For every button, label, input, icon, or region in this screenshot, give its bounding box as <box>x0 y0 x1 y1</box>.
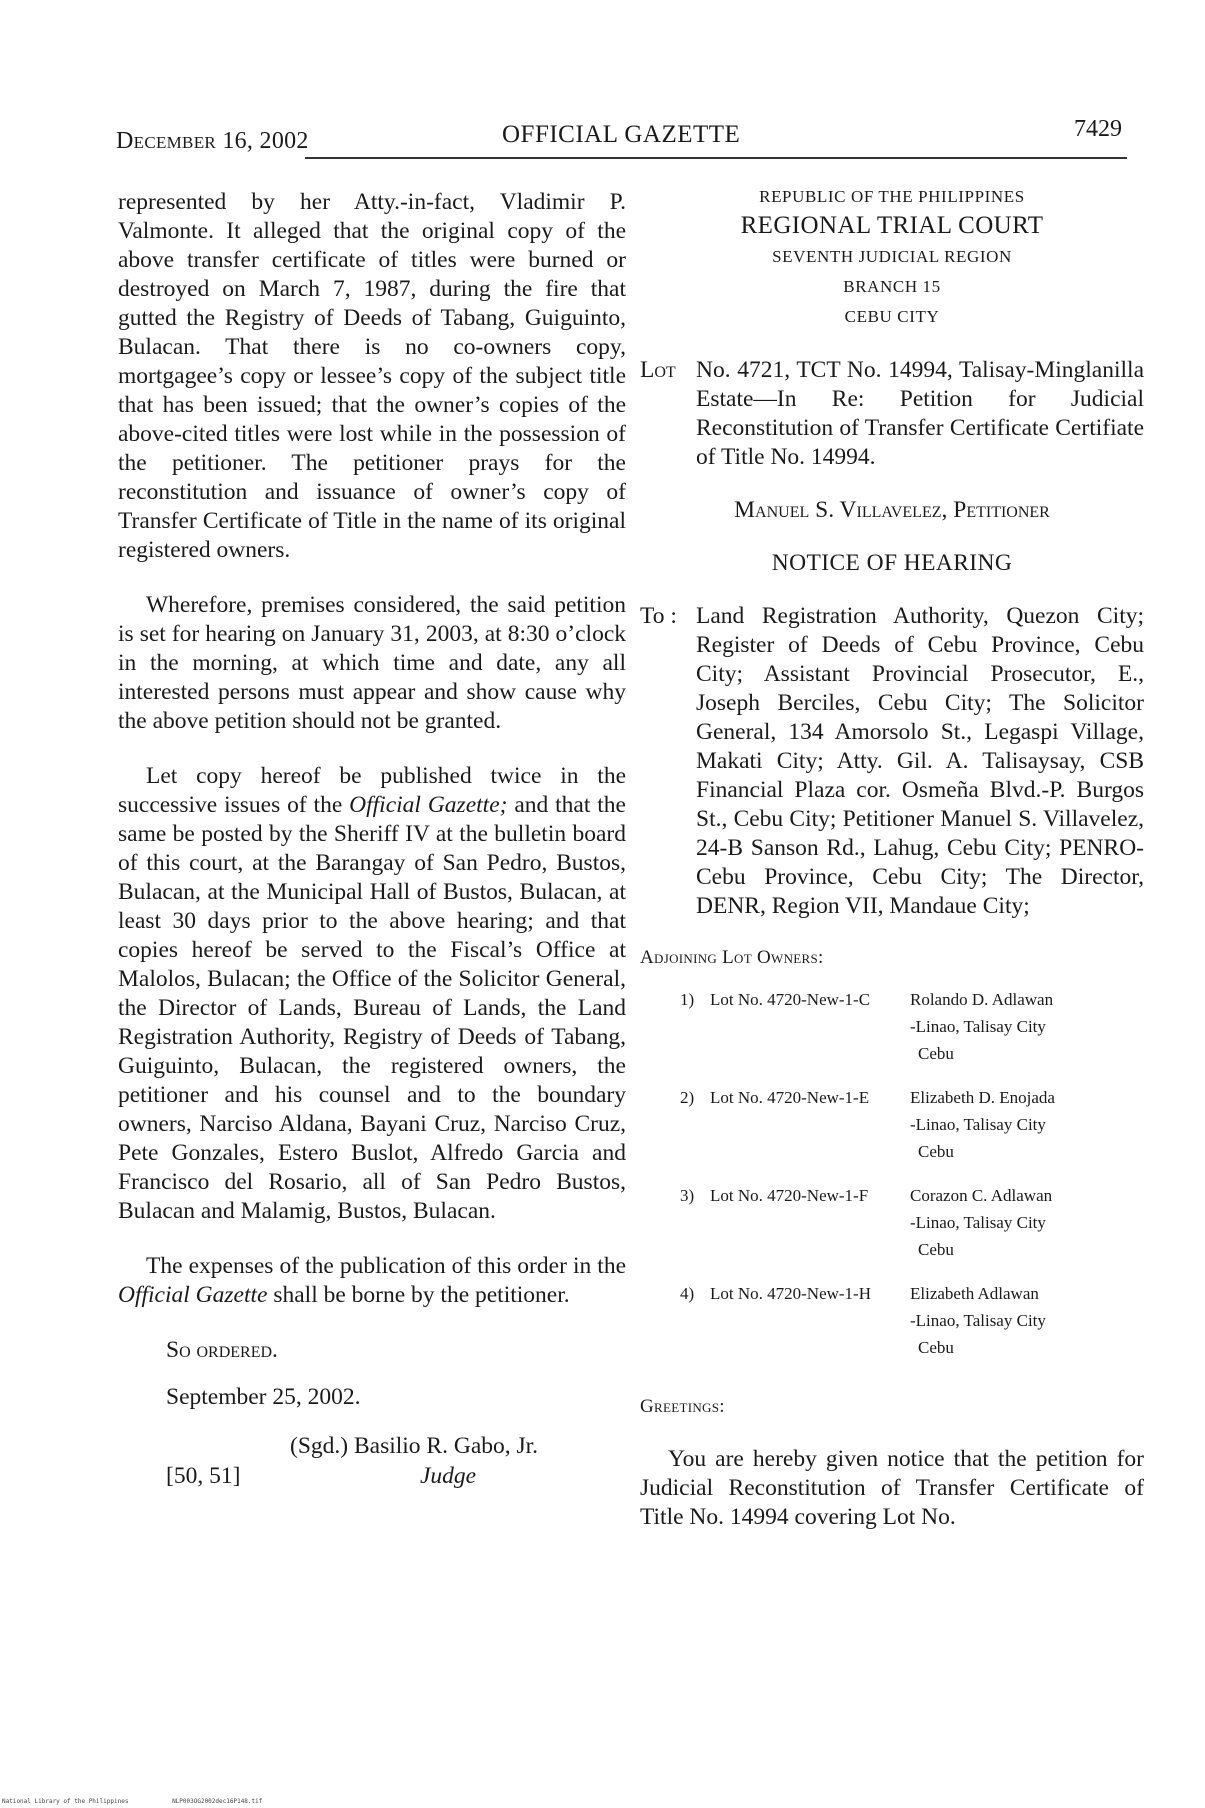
lot-description: Lot No. 4720-New-1-C <box>710 990 871 1009</box>
adjoining-owners-heading: Adjoining Lot Owners: <box>640 947 824 968</box>
scan-footer <box>2 1798 262 1805</box>
lot-description: Lot No. 4720-New-1-F <box>710 1186 869 1205</box>
court-region: SEVENTH JUDICIAL REGION <box>772 247 1012 266</box>
lot-number: 3) <box>680 1186 695 1205</box>
lot-owner: Corazon C. Adlawan <box>910 1186 1053 1205</box>
lot-address: -Linao, Talisay City <box>910 1311 1046 1330</box>
case-caption <box>640 356 1144 472</box>
paragraph-publication-text-b: and that the same be posted by the Sheriff IV at the bulletin board of this court, at the Barangay of San Pedro, Bustos, Bulacan, at the Municipal Hall of Bustos, Bulacan, at least 30 days prior to the above hearing; and that copies hereof be served to the Fiscal’s Office at Malolos, Bulacan; the Office of the Solicitor General, the Director of Lands, Bureau of Lands, the Land Registration Authority, Registry of Deeds of Tabang, Guiguinto, Bulacan, the registered owners, the petitioner and his counsel and to the boundary owners, Narciso Aldana, Bayani Cruz, Narciso Cruz, Pete Gonzales, Estero Buslot, Alfredo Garcia and Francisco del Rosario, all of San Pedro Bustos, Bulacan and Malamig, Bustos, Bulacan. <box>118 792 626 1224</box>
paragraph-continuation: represented by her Atty.-in-fact, Vladimir P. Valmonte. It alleged that the original copy of the above transfer certificate of titles were burned or destroyed on March 7, 1987, during the fire that gutted the Registry of Deeds of Tabang, Guiguinto, Bulacan. That there is no co-owners copy, mortgagee’s copy or lessee’s copy of the subject title that has been issued; that the owner’s copies of the above-cited titles were lost while in the possession of the petitioner. The petitioner prays for the reconstitution and issuance of owner’s copy of Transfer Certificate of Title in the name of its original registered owners. <box>118 189 626 563</box>
lot-item <box>640 986 1144 1084</box>
lot-number: 2) <box>680 1088 695 1107</box>
lot-address: -Linao, Talisay City <box>910 1017 1046 1036</box>
scan-filename: NLP003OG2002dec16P148.tif <box>172 1798 263 1805</box>
court-republic: REPUBLIC OF THE PHILIPPINES <box>759 187 1025 206</box>
paragraph-wherefore: Wherefore, premises considered, the said petition is set for hearing on January 31, 2003, at 8:30 o’clock in the morning, at which time and date, any all interested persons must appear and show cause why the above petition should not be granted. <box>118 592 626 734</box>
lot-item <box>640 1280 1144 1378</box>
lot-number: 4) <box>680 1284 695 1303</box>
lot-item <box>640 1084 1144 1182</box>
gazette-reference: Official Gazette <box>118 1282 268 1308</box>
caption-label: Lot <box>640 357 676 383</box>
library-credit: National Library of the Philippines <box>2 1798 129 1805</box>
lot-item <box>640 1182 1144 1280</box>
paragraph-expenses-text-a: The expenses of the publication of this order in the <box>146 1253 626 1279</box>
addressees-label: To : <box>640 603 677 629</box>
issue-reference: [50, 51] <box>166 1463 241 1489</box>
lot-owner: Elizabeth D. Enojada <box>910 1088 1055 1107</box>
lot-number: 1) <box>680 990 695 1009</box>
publication-title: OFFICIAL GAZETTE <box>502 121 741 148</box>
court-name: REGIONAL TRIAL COURT <box>740 212 1044 239</box>
petitioner-line: Manuel S. Villavelez, Petitioner <box>734 497 1050 523</box>
addressees <box>640 602 1144 921</box>
signature-block <box>118 1422 626 1492</box>
notice-title: NOTICE OF HEARING <box>771 550 1013 576</box>
order-date: September 25, 2002. <box>166 1384 361 1410</box>
header-rule <box>305 157 1127 159</box>
addressees-text: Land Registration Authority, Quezon City; Register of Deeds of Cebu Province, Cebu City; Assistant Provincial Prosecutor, E., Joseph Berciles, Cebu City; The Solicitor General, 134 Amorsolo St., Legaspi Village, Makati City; Atty. Gil. A. Talisaysay, CSB Financial Plaza cor. Osmeña Blvd.-P. Burgos St., Cebu City; Petitioner Manuel S. Villavelez, 24-B Sanson Rd., Lahug, Cebu City; PENRO-Cebu Province, Cebu City; The Director, DENR, Region VII, Mandaue City; <box>696 603 1144 919</box>
adjoining-lots-list <box>640 986 1144 1378</box>
greetings-heading: Greetings: <box>640 1396 725 1417</box>
lot-owner: Rolando D. Adlawan <box>910 990 1054 1009</box>
lot-address: -Linao, Talisay City <box>910 1115 1046 1134</box>
lot-province: Cebu <box>918 1240 954 1259</box>
notice-paragraph: You are hereby given notice that the petition for Judicial Reconstitution of Transfer Certificate of Title No. 14994 covering Lot No. <box>640 1446 1144 1530</box>
lot-address: -Linao, Talisay City <box>910 1213 1046 1232</box>
left-column <box>118 188 626 1492</box>
judge-signature: (Sgd.) Basilio R. Gabo, Jr. <box>290 1433 539 1459</box>
caption-text: No. 4721, TCT No. 14994, Talisay-Minglanilla Estate—In Re: Petition for Judicial Reconstitution of Transfer Certificate Certifiate of Title No. 14994. <box>696 357 1144 470</box>
lot-province: Cebu <box>918 1338 954 1357</box>
lot-owner: Elizabeth Adlawan <box>910 1284 1039 1303</box>
court-branch: BRANCH 15 <box>843 277 941 296</box>
paragraph-publication-text-a: Let copy hereof be published twice in the successive issues of the <box>118 763 626 818</box>
judge-title: Judge <box>420 1463 477 1489</box>
page-number: 7429 <box>1074 116 1122 142</box>
lot-description: Lot No. 4720-New-1-H <box>710 1284 871 1303</box>
lot-description: Lot No. 4720-New-1-E <box>710 1088 870 1107</box>
court-heading <box>640 184 1144 332</box>
paragraph-expenses-text-b: shall be borne by the petitioner. <box>267 1282 570 1308</box>
lot-province: Cebu <box>918 1044 954 1063</box>
lot-province: Cebu <box>918 1142 954 1161</box>
gazette-reference: Official Gazette; <box>349 792 508 818</box>
paragraph-expenses <box>118 1252 626 1310</box>
right-column <box>640 184 1144 1532</box>
header-date: December 16, 2002 <box>116 128 309 154</box>
so-ordered: So ordered. <box>166 1337 278 1363</box>
paragraph-publication <box>118 762 626 1226</box>
court-city: CEBU CITY <box>844 307 940 326</box>
